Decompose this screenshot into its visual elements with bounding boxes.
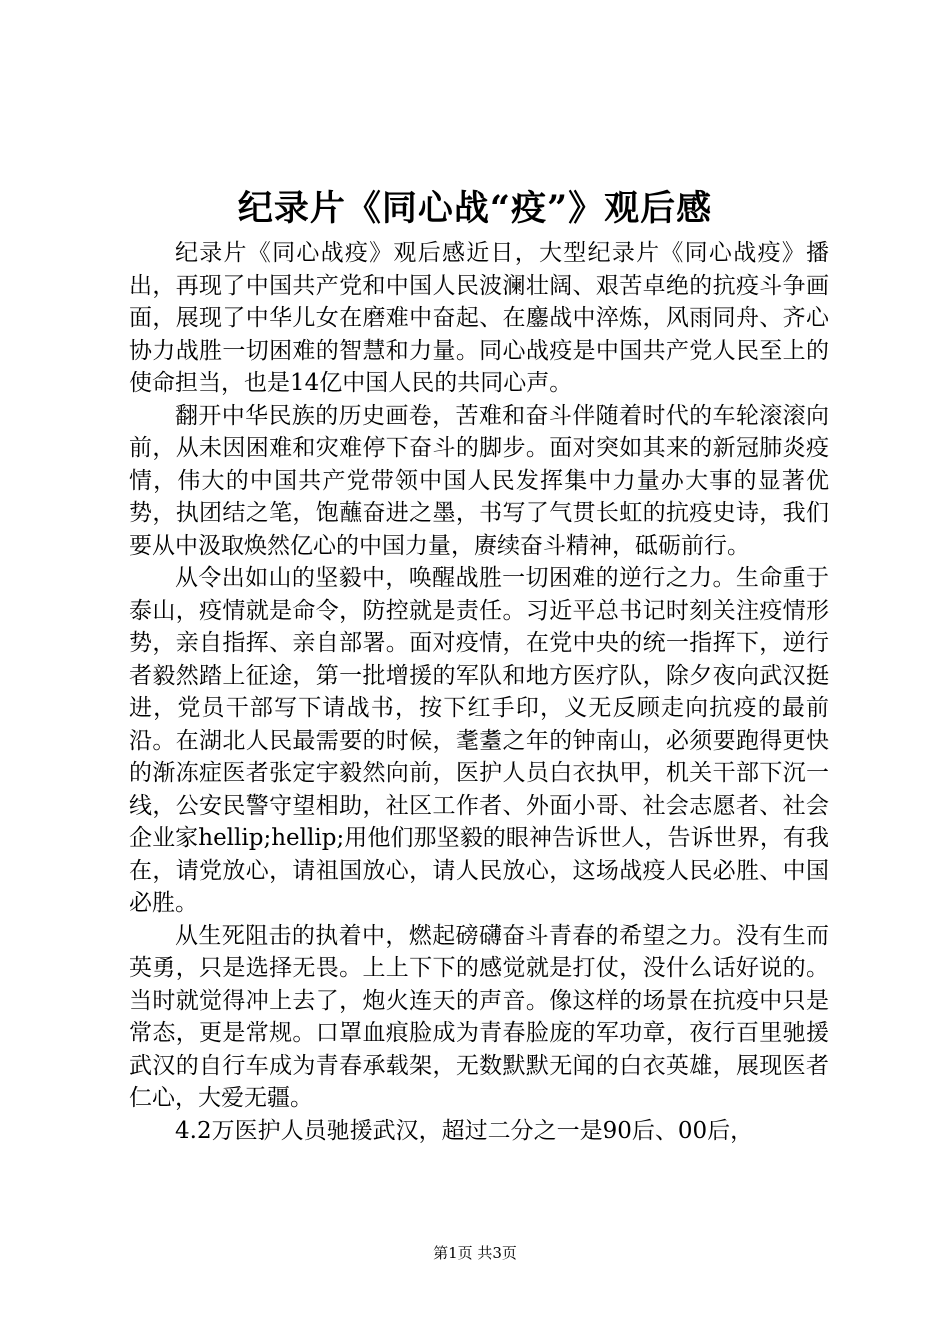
- paragraph-2: 翻开中华民族的历史画卷，苦难和奋斗伴随着时代的车轮滚滚向前，从未因困难和灾难停下奋斗的脚步。面对突如其来的新冠肺炎疫情，伟大的中国共产党带领中国人民发挥集中力量办大事的显著优势，执团结之笔，饱蘸奋进之墨，书写了气贯长虹的抗疫史诗，我们要从中汲取焕然亿心的中国力量，赓续奋斗精神，砥砺前行。: [129, 402, 829, 559]
- paragraph-4: 从生死阻击的执着中，燃起磅礴奋斗青春的希望之力。没有生而英勇，只是选择无畏。上上下下的感觉就是打仗，没什么话好说的。当时就觉得冲上去了，炮火连天的声音。像这样的场景在抗疫中只是常态，更是常规。口罩血痕脸成为青春脸庞的军功章，夜行百里驰援武汉的自行车成为青春承载架，无数默默无闻的白衣英雄，展现医者仁心，大爱无疆。: [129, 922, 829, 1111]
- page-number-label: 第1页 共3页: [433, 1244, 517, 1262]
- paragraph-1: 纪录片《同心战疫》观后感近日，大型纪录片《同心战疫》播出，再现了中国共产党和中国人民波澜壮阔、艰苦卓绝的抗疫斗争画面，展现了中华儿女在磨难中奋起、在鏖战中淬炼，风雨同舟、齐心协力战胜一切困难的智慧和力量。同心战疫是中国共产党人民至上的使命担当，也是14亿中国人民的共同心声。: [129, 240, 829, 396]
- paragraph-5: 4.2万医护人员驰援武汉，超过二分之一是90后、00后，: [175, 1117, 754, 1144]
- document-body: [129, 237, 829, 1147]
- document-title: 纪录片《同心战“疫”》观后感: [237, 188, 713, 229]
- page-footer: [0, 1243, 950, 1263]
- paragraph-3: 从令出如山的坚毅中，唤醒战胜一切困难的逆行之力。生命重于泰山，疫情就是命令，防控就是责任。习近平总书记时刻关注疫情形势，亲自指挥、亲自部署。面对疫情，在党中央的统一指挥下，逆行者毅然踏上征途，第一批增援的军队和地方医疗队，除夕夜向武汉挺进，党员干部写下请战书，按下红手印，义无反顾走向抗疫的最前沿。在湖北人民最需要的时候，耄耋之年的钟南山，必须要跑得更快的渐冻症医者张定宇毅然向前，医护人员白衣执甲，机关干部下沉一线，公安民警守望相助，社区工作者、外面小哥、社会志愿者、社会企业家hellip;hellip;用他们那坚毅的眼神告诉世人，告诉世界，有我在，请党放心，请祖国放心，请人民放心，这场战疫人民必胜、中国必胜。: [129, 565, 829, 916]
